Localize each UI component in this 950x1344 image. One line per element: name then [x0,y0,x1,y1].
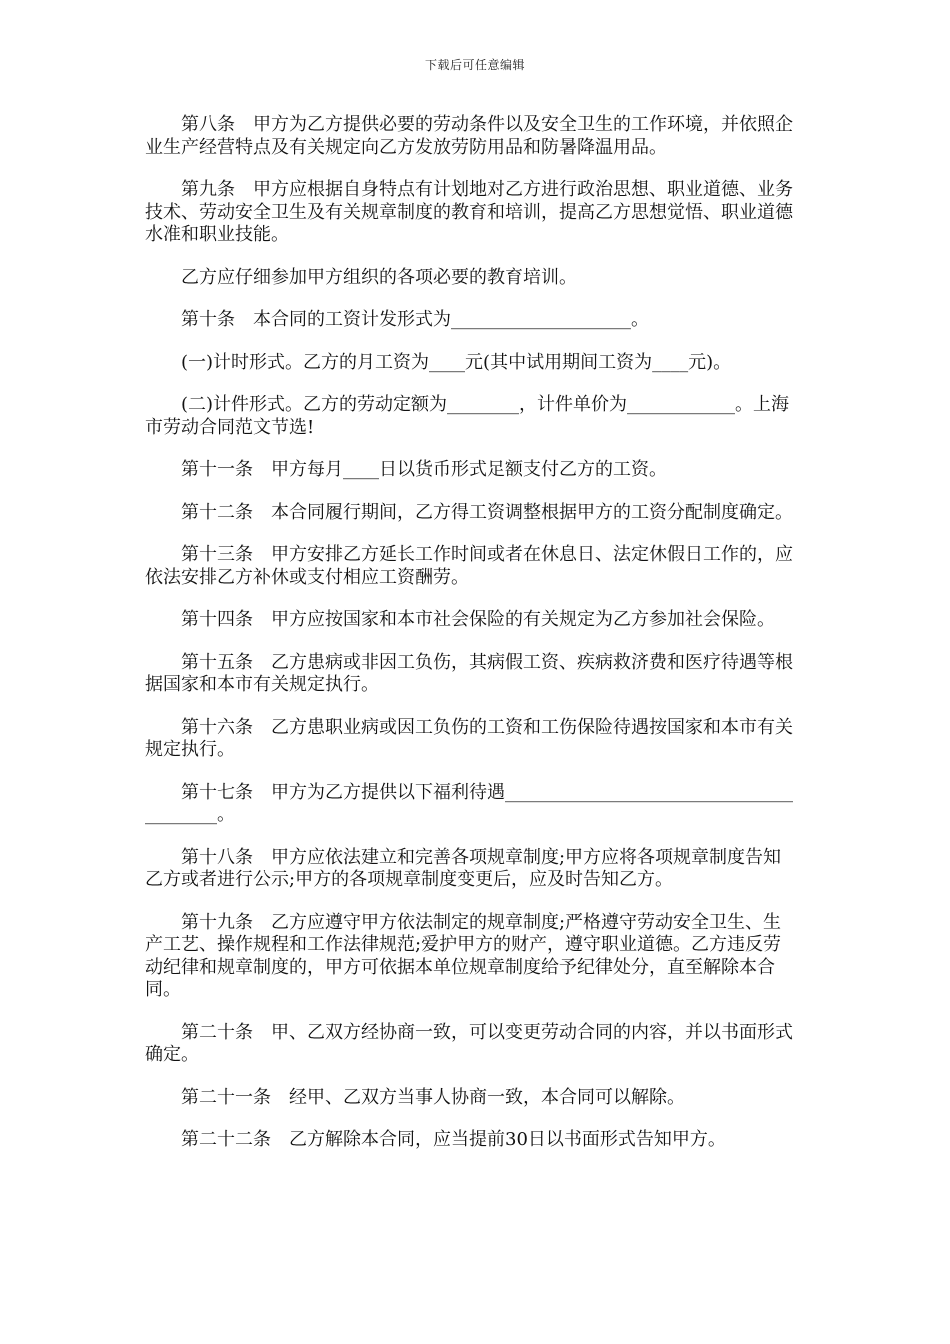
page-header-note: 下载后可任意编辑 [424,58,525,72]
article-11: 第十一条 甲方每月____日以货币形式足额支付乙方的工资。 [181,459,667,480]
article-12: 第十二条 本合同履行期间，乙方得工资调整根据甲方的工资分配制度确定。 [181,501,793,523]
article-9-training-note: 乙方应仔细参加甲方组织的各项必要的教育培训。 [181,266,577,288]
article-10: 第十条 本合同的工资计发形式为____________________。 [181,309,649,330]
article-20: 第二十条 甲、乙双方经协商一致，可以变更劳动合同的内容，并以书面形式确定。 [145,1021,793,1065]
article-18: 第十八条 甲方应依法建立和完善各项规章制度;甲方应将各项规章制度告知乙方或者进行公示;甲方的各项规章制度变更后，应及时告知乙方。 [145,846,782,890]
article-13: 第十三条 甲方安排乙方延长工作时间或者在休息日、法定休假日工作的，应依法安排乙方补休或支付相应工资酬劳。 [145,544,793,588]
article-16: 第十六条 乙方患职业病或因工负伤的工资和工伤保险待遇按国家和本市有关规定执行。 [145,716,793,760]
article-22: 第二十二条 乙方解除本合同，应当提前30日以书面形式告知甲方。 [181,1129,726,1150]
document-body [145,114,797,1172]
article-15: 第十五条 乙方患病或非因工负伤，其病假工资、疾病救济费和医疗待遇等根据国家和本市有关规定执行。 [145,651,793,695]
article-21: 第二十一条 经甲、乙双方当事人协商一致，本合同可以解除。 [181,1086,685,1108]
article-9: 第九条 甲方应根据自身特点有计划地对乙方进行政治思想、职业道德、业务技术、劳动安全卫生及有关规章制度的教育和培训，提高乙方思想觉悟、职业道德水准和职业技能。 [145,179,793,245]
article-8: 第八条 甲方为乙方提供必要的劳动条件以及安全卫生的工作环境，并依照企业生产经营特点及有关规定向乙方发放劳防用品和防暑降温用品。 [145,114,793,158]
article-17: 第十七条 甲方为乙方提供以下福利待遇________________________________________。 [145,781,793,825]
article-14: 第十四条 甲方应按国家和本市社会保险的有关规定为乙方参加社会保险。 [181,609,775,630]
article-19: 第十九条 乙方应遵守甲方依法制定的规章制度;严格遵守劳动安全卫生、生产工艺、操作规程和工作法律规范;爱护甲方的财产，遵守职业道德。乙方违反劳动纪律和规章制度的，甲方可依据本单位规章制度给予纪律处分，直至解除本合同。 [145,911,782,1000]
article-10-time-based: (一)计时形式。乙方的月工资为____元(其中试用期间工资为____元)。 [181,351,732,373]
article-10-piece-based: (二)计件形式。乙方的劳动定额为________，计件单价为____________。上海市劳动合同范文节选! [145,394,790,438]
